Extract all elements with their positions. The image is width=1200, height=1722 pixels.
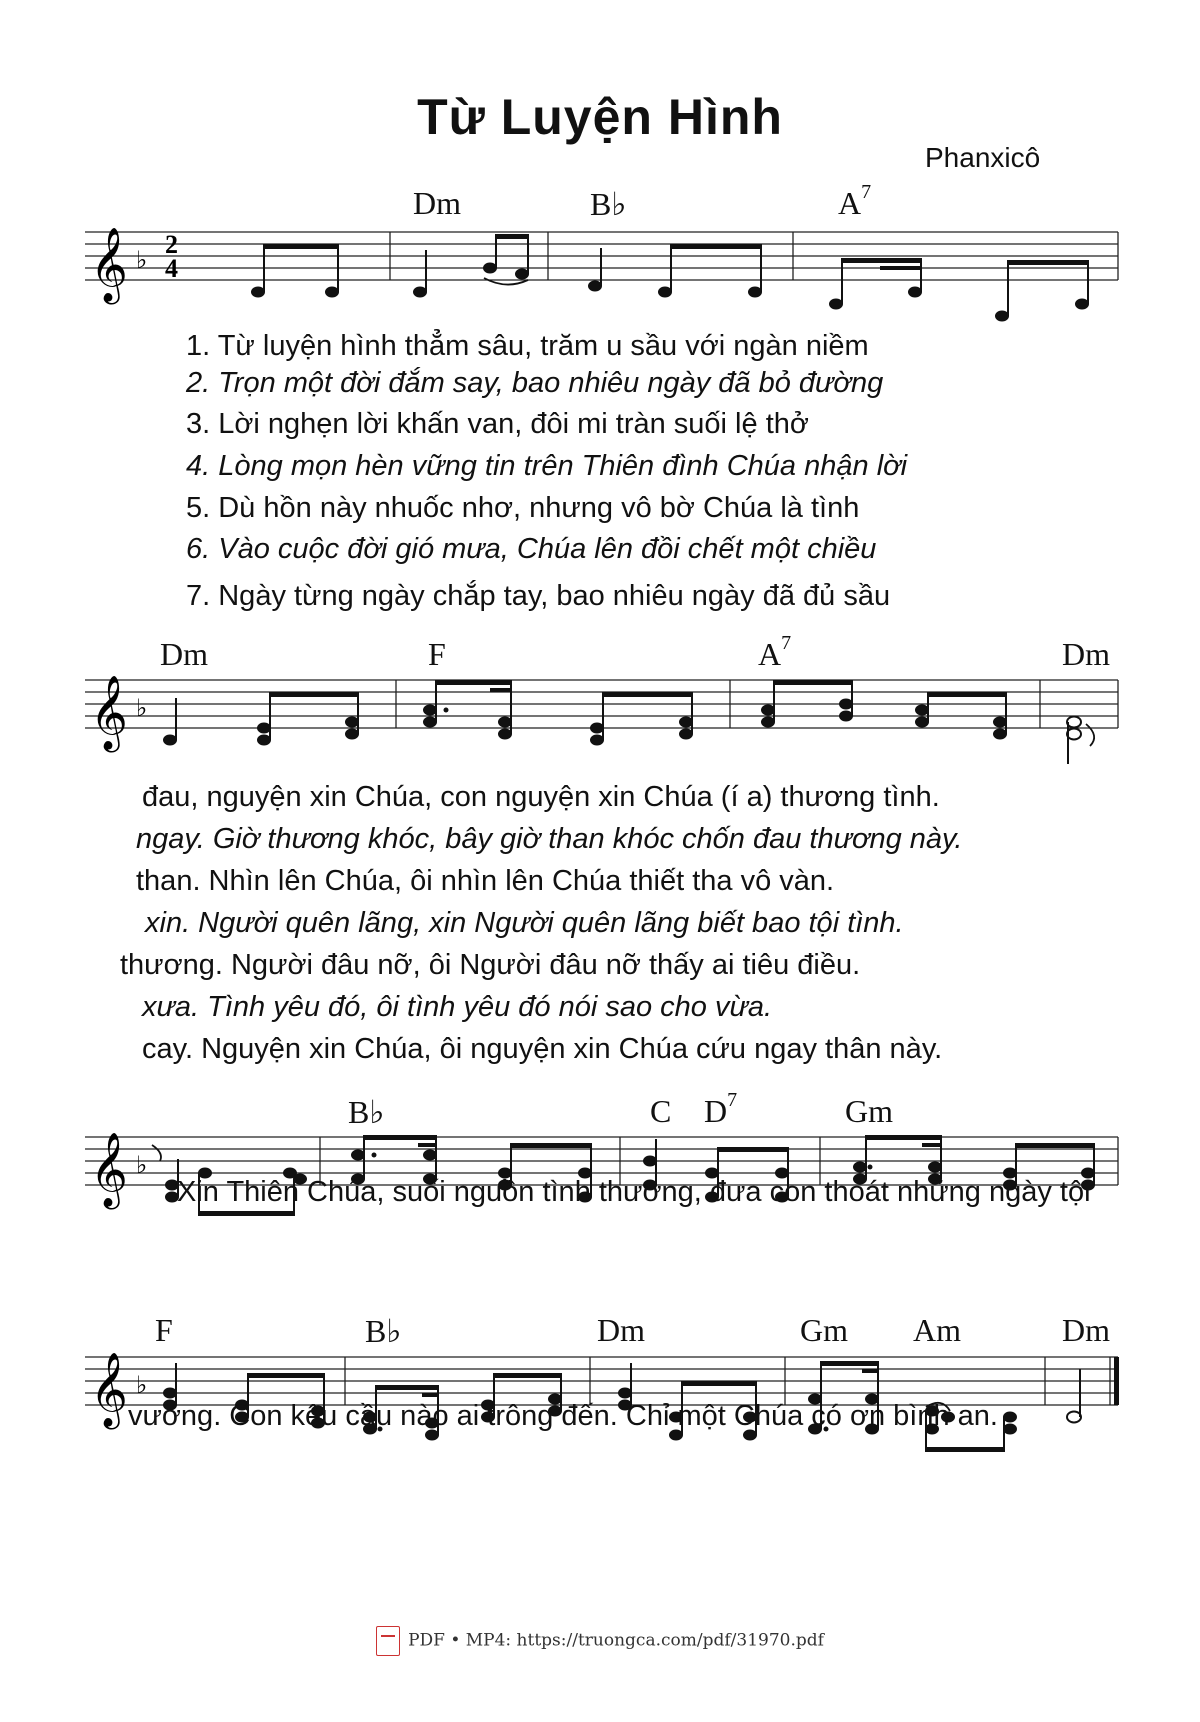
music-staff — [0, 668, 1200, 778]
lyric-line: ngay. Giờ thương khóc, bây giờ than khóc chốn đau thương này. — [136, 823, 963, 855]
lyric-line: 5. Dù hồn này nhuốc nhơ, nhưng vô bờ Chúa là tình — [186, 492, 860, 524]
pdf-icon — [376, 1626, 400, 1656]
flat-icon: ♭ — [136, 694, 148, 722]
footer — [0, 1626, 1200, 1656]
chord: Dm — [1062, 636, 1110, 672]
lyric-line: cay. Nguyện xin Chúa, ôi nguyện xin Chúa cứu ngay thân này. — [142, 1033, 943, 1065]
composer: Phanxicô — [925, 142, 1041, 173]
treble-clef-icon: 𝄞 — [90, 1353, 128, 1427]
chord: Gm — [845, 1093, 893, 1129]
lyric-line: Xin Thiên Chúa, suối nguồn tình thương, đưa con thoát những ngày tội — [177, 1176, 1091, 1208]
chord: B♭ — [348, 1094, 385, 1130]
chord: C — [650, 1093, 672, 1129]
chord: F — [155, 1312, 173, 1348]
song-title: Từ Luyện Hình — [417, 89, 783, 145]
final-barline — [1114, 1357, 1119, 1405]
chord: Dm — [413, 185, 461, 221]
lyric-line: xin. Người quên lãng, xin Người quên lãng biết bao tội tình. — [145, 907, 904, 939]
chord: B♭ — [590, 186, 627, 222]
lyric-line: than. Nhìn lên Chúa, ôi nhìn lên Chúa thiết tha vô vàn. — [136, 865, 835, 897]
chord: $A^7$ — [838, 181, 872, 221]
treble-clef-icon: 𝄞 — [90, 228, 128, 302]
lyric-line: thương. Người đâu nỡ, ôi Người đâu nỡ thấy ai tiêu điều. — [120, 949, 861, 981]
chord: B♭ — [365, 1313, 402, 1349]
chord: $A^7$ — [758, 632, 792, 672]
lyric-line: xưa. Tình yêu đó, ôi tình yêu đó nói sao cho vừa. — [142, 991, 773, 1023]
lyric-line: 1. Từ luyện hình thẳm sâu, trăm u sầu với ngàn niềm — [186, 330, 869, 362]
flat-icon: ♭ — [136, 1151, 148, 1179]
lyric-line: 6. Vào cuộc đời gió mưa, Chúa lên đồi chết một chiều — [186, 533, 877, 565]
time-signature: 2 — [165, 230, 178, 259]
footer-link[interactable]: PDF • MP4: https://truongca.com/pdf/31970.pdf — [408, 1630, 824, 1651]
lyric-line: 3. Lời nghẹn lời khấn van, đôi mi tràn suối lệ thở — [186, 408, 809, 440]
flat-icon: ♭ — [136, 1371, 148, 1399]
lyric-line: 2. Trọn một đời đắm say, bao nhiêu ngày đã bỏ đường — [186, 367, 884, 399]
chord: $D^7$ — [704, 1089, 738, 1129]
chord: Dm — [1062, 1312, 1110, 1348]
music-staff — [0, 220, 1200, 330]
chord: F — [428, 636, 446, 672]
chord: Dm — [597, 1312, 645, 1348]
flat-icon: ♭ — [136, 246, 148, 274]
lyric-line: vương. Con kêu cầu nào ai trông đến. Chỉ một Chúa có ơn bình an. — [128, 1400, 998, 1432]
lyric-line: đau, nguyện xin Chúa, con nguyện xin Chúa (í a) thương tình. — [142, 781, 940, 813]
lyric-line: 7. Ngày từng ngày chắp tay, bao nhiêu ngày đã đủ sầu — [186, 580, 891, 612]
chord: Dm — [160, 636, 208, 672]
treble-clef-icon: 𝄞 — [90, 1133, 128, 1207]
lyric-line: 4. Lòng mọn hèn vững tin trên Thiên đình Chúa nhận lời — [186, 450, 908, 482]
chord: Am — [913, 1312, 961, 1348]
svg-text:4: 4 — [165, 254, 178, 283]
treble-clef-icon: 𝄞 — [90, 676, 128, 750]
chord: Gm — [800, 1312, 848, 1348]
